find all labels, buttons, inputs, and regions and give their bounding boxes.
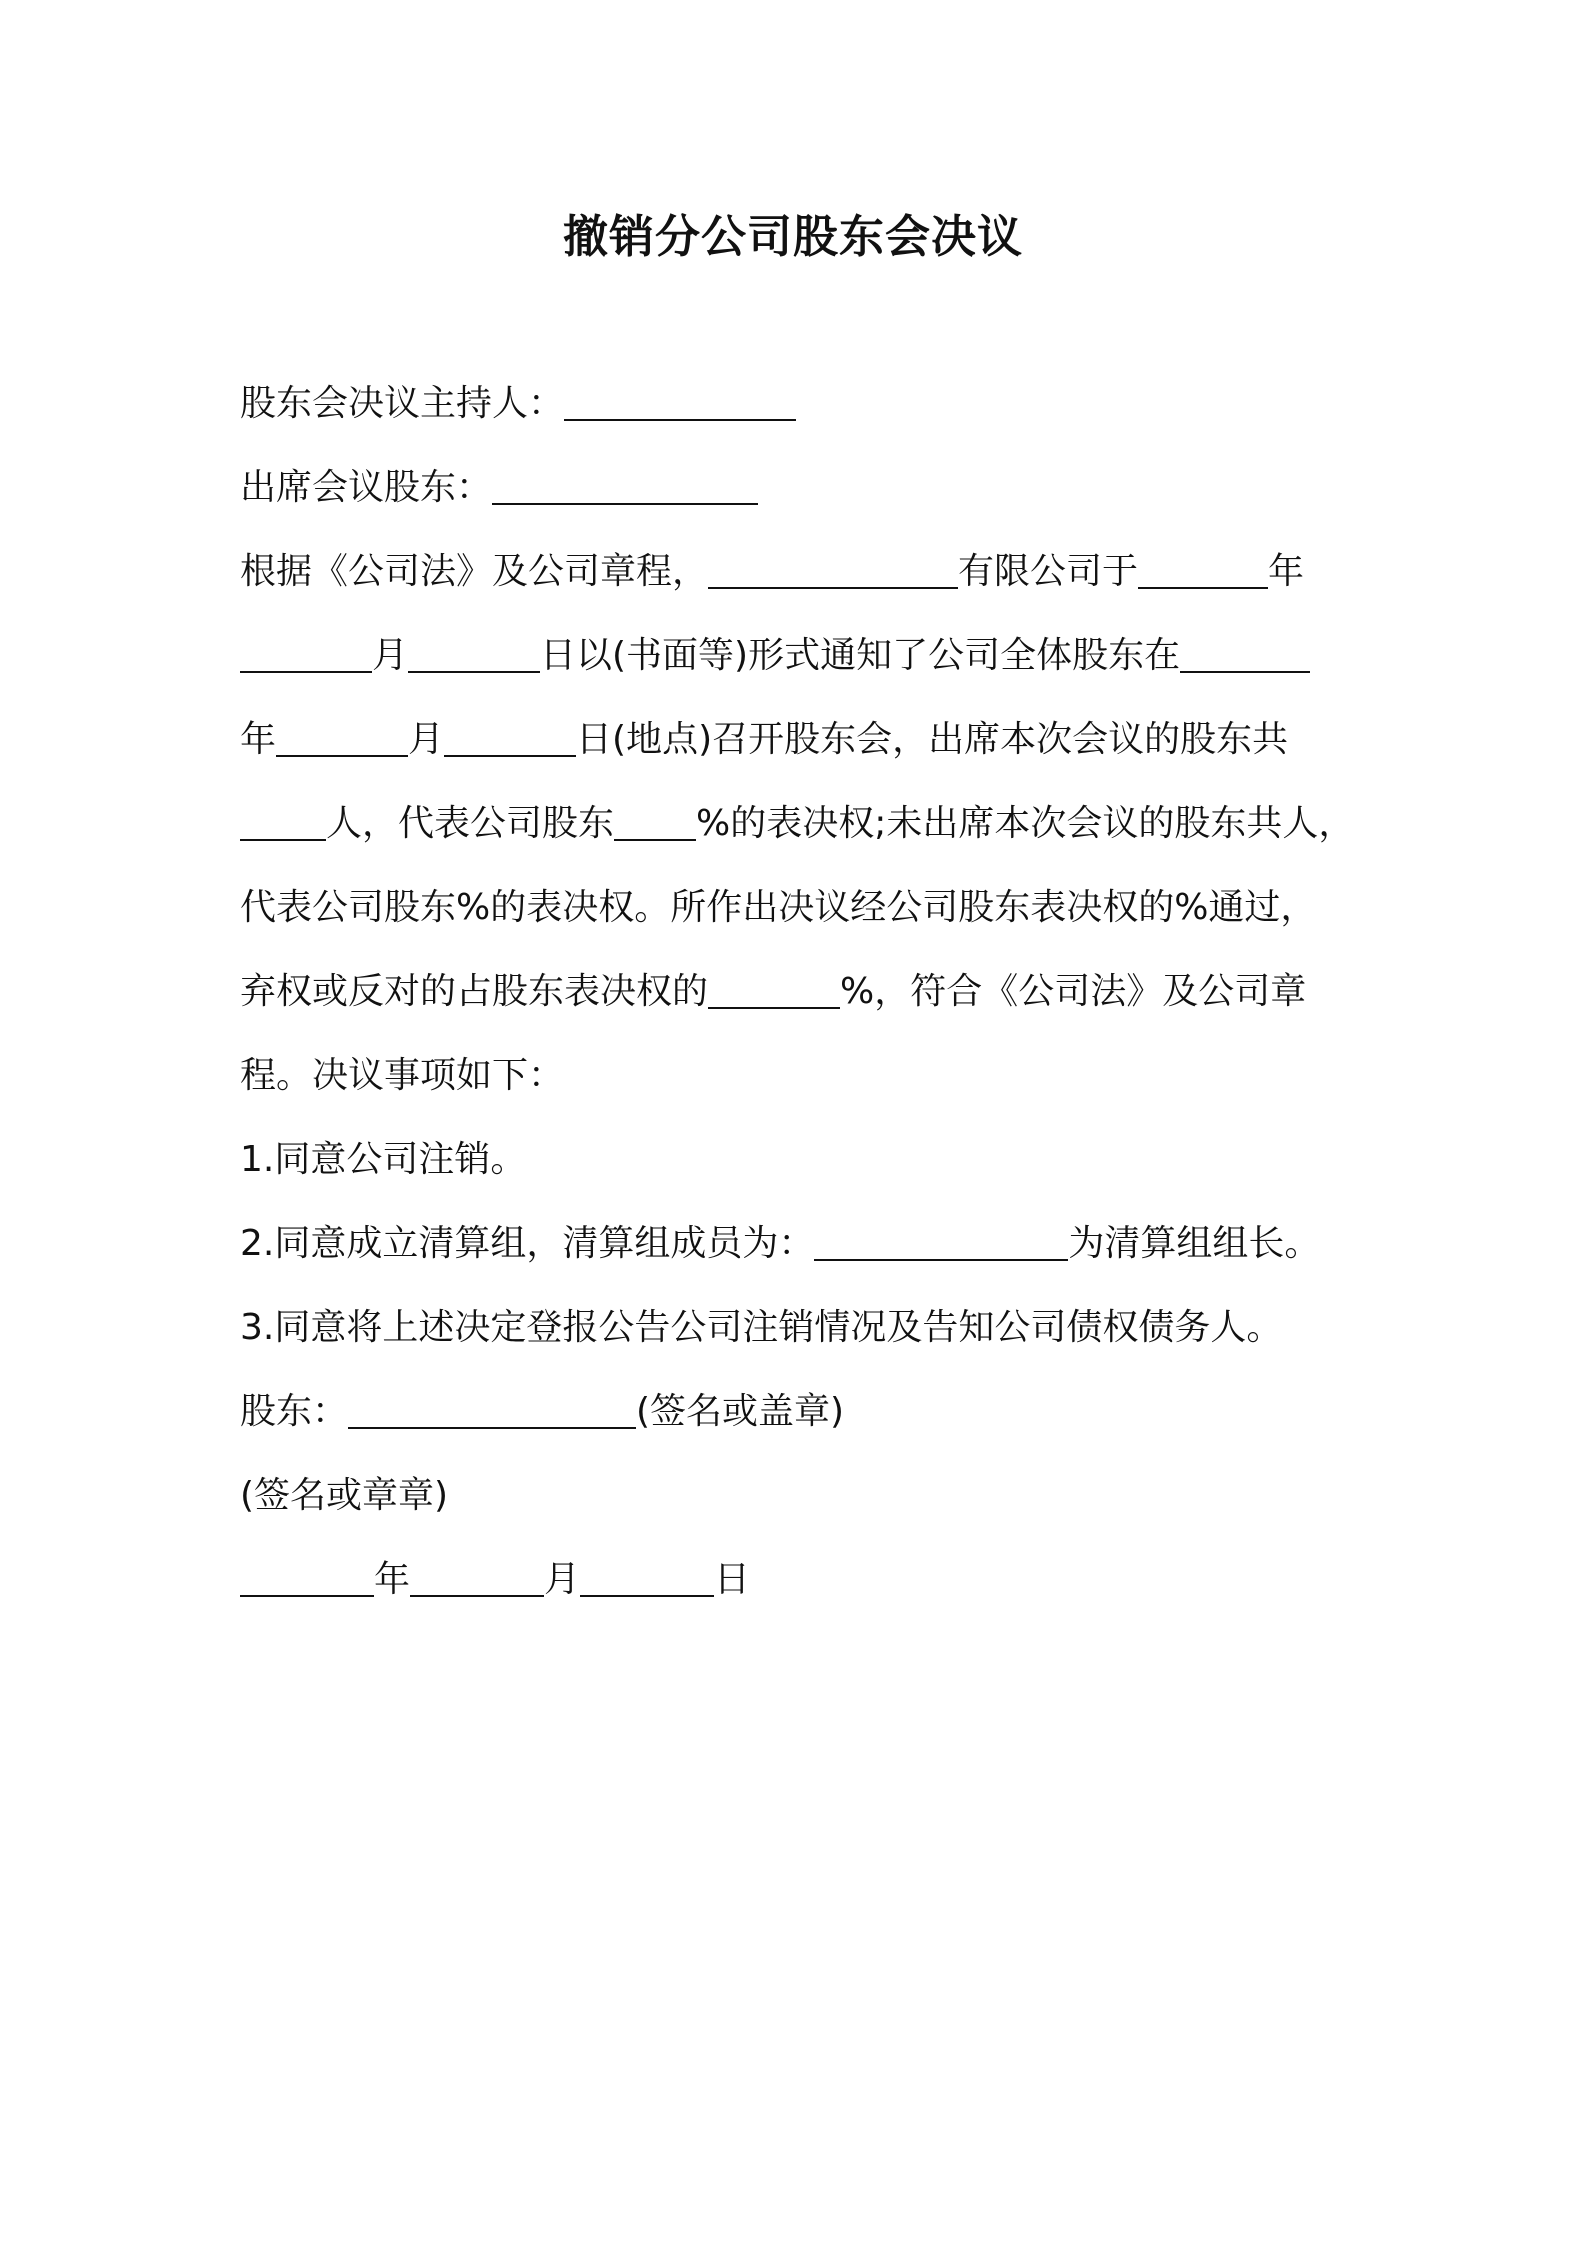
- resolution-item-2: [240, 1220, 1320, 1268]
- host-label: 股东会决议主持人：: [240, 383, 565, 424]
- paragraph-line-3: [240, 716, 1288, 764]
- paragraph-line-1: [240, 548, 1304, 596]
- paragraph-line-2: [240, 632, 1310, 680]
- text-segment: 年: [1268, 551, 1305, 592]
- meeting-year-blank: [276, 719, 408, 757]
- text-segment: 有限公司于: [958, 551, 1139, 592]
- text-segment: 月: [408, 719, 445, 760]
- text-segment: 日(地点)召开股东会，出席本次会议的股东共: [576, 719, 1289, 760]
- shareholder-label: 股东：: [240, 1391, 349, 1432]
- text-segment: 程。决议事项如下：: [240, 1055, 565, 1096]
- notice-day-blank: [408, 635, 540, 673]
- text-segment: 代表公司股东%的表决权。所作出决议经公司股东表决权的%通过，: [240, 887, 1317, 928]
- attendees-line: [240, 464, 758, 512]
- document-title: 撤销分公司股东会决议: [562, 210, 1023, 263]
- date-line: [240, 1556, 750, 1604]
- text-segment: 日: [714, 1559, 751, 1600]
- attendees-label: 出席会议股东：: [240, 467, 493, 508]
- text-segment: 月: [372, 635, 409, 676]
- host-blank: [564, 383, 796, 421]
- text-segment: 根据《公司法》及公司章程，: [240, 551, 709, 592]
- date-month-blank: [410, 1559, 544, 1597]
- sign-note-line: [240, 1472, 448, 1520]
- text-segment: 月: [544, 1559, 581, 1600]
- notice-year-blank: [1138, 551, 1268, 589]
- text-segment: 年: [374, 1559, 411, 1600]
- host-line: [240, 380, 796, 428]
- meeting-location-blank: [1180, 635, 1310, 673]
- resolution-item-3: [240, 1304, 1282, 1352]
- paragraph-line-6: [240, 968, 1306, 1016]
- text-segment: 3.同意将上述决定登报公告公司注销情况及告知公司债权债务人。: [240, 1307, 1283, 1348]
- meeting-month-blank: [444, 719, 576, 757]
- paragraph-line-7: [240, 1052, 564, 1100]
- abstain-percent-blank: [708, 971, 840, 1009]
- text-segment: 日以(书面等)形式通知了公司全体股东在: [540, 635, 1181, 676]
- text-segment: 为清算组组长。: [1068, 1223, 1321, 1264]
- voting-percent-blank: [614, 803, 696, 841]
- attendees-blank: [492, 467, 758, 505]
- date-year-blank: [240, 1559, 374, 1597]
- text-segment: %的表决权;未出席本次会议的股东共人，: [696, 803, 1355, 844]
- shareholder-signature-line: [240, 1388, 844, 1436]
- liquidation-members-blank: [814, 1223, 1068, 1261]
- notice-month-blank: [240, 635, 372, 673]
- resolution-item-1: [240, 1136, 526, 1184]
- shareholder-signature-blank: [348, 1391, 636, 1429]
- paragraph-line-4: [240, 800, 1354, 848]
- text-segment: 1.同意公司注销。: [240, 1139, 527, 1180]
- sign-note: (签名或章章): [240, 1475, 449, 1516]
- text-segment: (签名或盖章): [636, 1391, 845, 1432]
- text-segment: 弃权或反对的占股东表决权的: [240, 971, 709, 1012]
- text-segment: 人，代表公司股东: [326, 803, 615, 844]
- text-segment: 年: [240, 719, 277, 760]
- date-day-blank: [580, 1559, 714, 1597]
- company-name-blank: [708, 551, 958, 589]
- text-segment: %，符合《公司法》及公司章: [840, 971, 1307, 1012]
- paragraph-line-5: [240, 884, 1316, 932]
- attendee-count-blank: [240, 803, 326, 841]
- text-segment: 2.同意成立清算组，清算组成员为：: [240, 1223, 815, 1264]
